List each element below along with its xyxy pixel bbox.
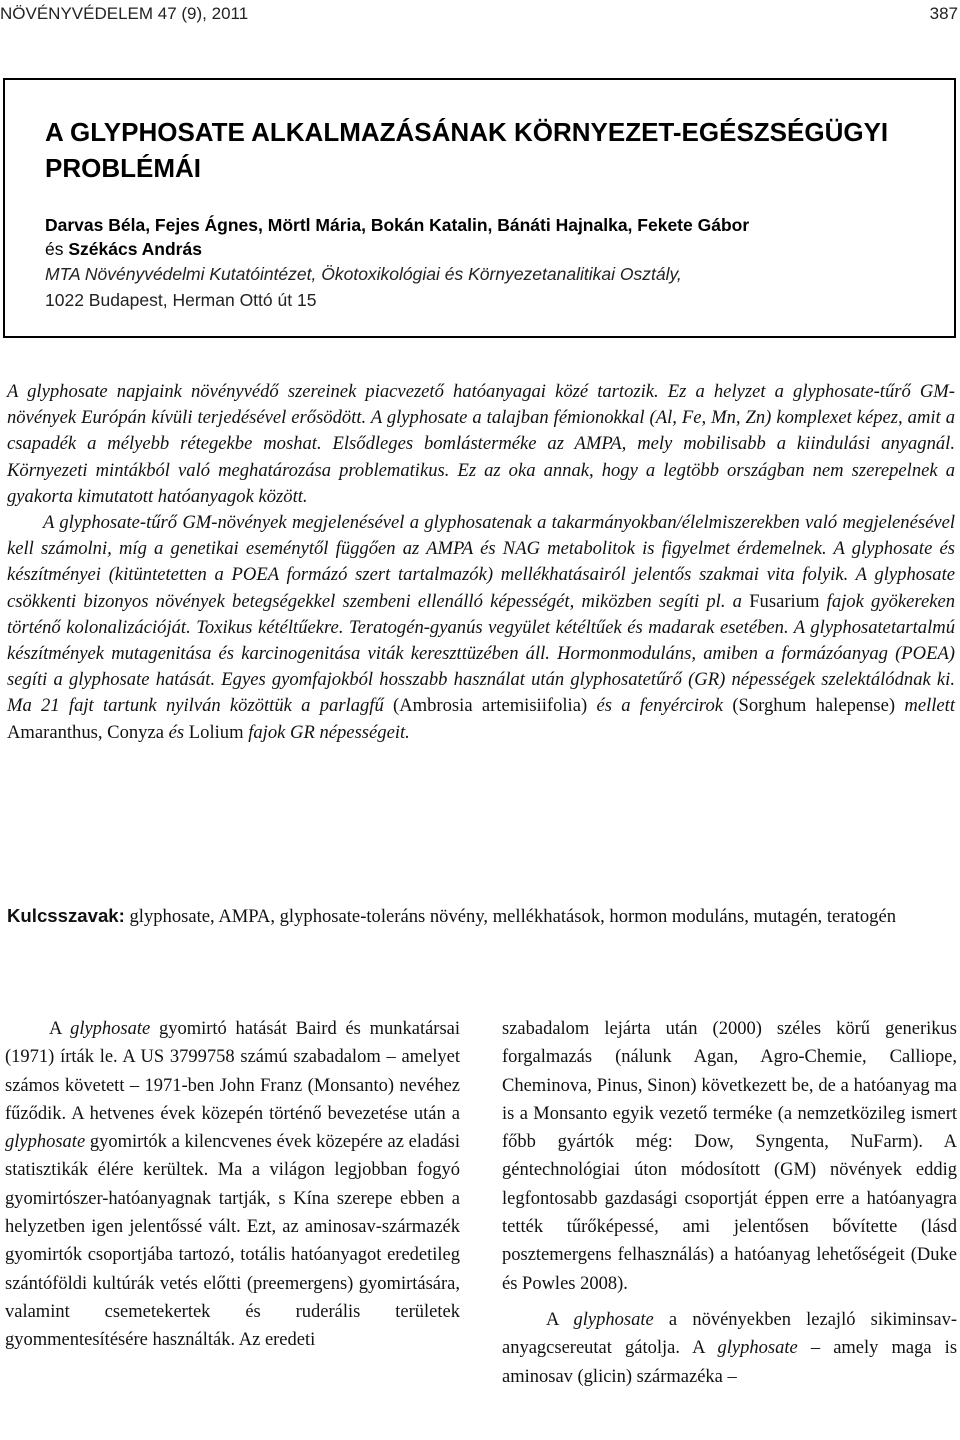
body-text: A <box>49 1019 62 1039</box>
abstract-paragraph-1: A glyphosate napjaink növényvédő szereinek piacvezető hatóanyagai közé tartozik. Ez a helyzet a glyphosate-tűrő GM-növények Európán kívüli terjedésével erősödött. A glyphosate a talajban fémionokkal (Al, Fe, Mn, Zn) komplexet képez, amit a csapadék a mélyebb rétegekbe moshat. Elsődleges bomlásterméke az AMPA, mely mobilisabb a kiindulási anyagnál. Környezeti mintákból való meghatározása problematikus. Ez az oka annak, hogy a legtöbb országban nem szerepelnek a gyakorta kimutatott hatóanyagok között. <box>7 381 955 507</box>
keywords-label: Kulcsszavak: <box>7 905 125 926</box>
glyphosate-term: glyphosate <box>717 1338 798 1359</box>
body-text: A <box>546 1309 559 1330</box>
keywords-text: glyphosate, AMPA, glyphosate-toleráns növény, mellékhatások, hormon moduláns, mutagén, teratogén <box>129 906 896 927</box>
body-column-left <box>5 1015 460 1355</box>
body-paragraph <box>5 1015 460 1355</box>
species-sorghum: (Sorghum halepense) <box>732 695 896 717</box>
species-fusarium: Fusarium <box>749 590 820 612</box>
species-lolium: Lolium <box>188 721 244 743</box>
authors-conjunction: és <box>45 239 64 259</box>
body-paragraph: szabadalom lejárta után (2000) széles körű generikus forgalmazás (nálunk Agan, Agro-Chemie, Calliope, Cheminova, Pinus, Sinon) következett be, de a hatóanyag ma is a Monsanto egyik vezető terméke (a nemzetközileg ismert főbb gyártók még: Dow, Syngenta, NuFarm). A géntechnológiai úton módosított (GM) növények eddig legfontosabb gazdasági csoportját éppen erre a hatóanyagra tették tűrőképessé, ami jelentősen bővítette (lásd posztemergens felhasználás) a hatóanyag lehetőségeit (Duke és Powles 2008). <box>502 1019 957 1294</box>
page-number: 387 <box>929 4 958 23</box>
affiliation-institute: MTA Növényvédelmi Kutatóintézet, Ökotoxikológiai és Környezetanalitikai Osztály, <box>45 264 682 284</box>
author-list <box>45 213 925 261</box>
article-title: A GLYPHOSATE ALKALMAZÁSÁNAK KÖRNYEZET-EGÉSZSÉGÜGYI PROBLÉMÁI <box>45 117 889 183</box>
abstract-text: fajok gyökereken történő kolonalizációját. Toxikus kétéltűekre. Teratogén-gyanús vegyület kétéltűek és madarak esetében. A glyphosatetartalmú készítmények mutagenitása és karcinogenitása viták kereszttüzében áll. Hormonmoduláns, amiben a formázóanyag (POEA) segíti a glyphosate hatását. Egyes gyomfajokból hosszabb használat után glyphosatetűrő (GR) népességek szelektálódnak ki. Ma 21 fajt tartunk nyilván közöttük a parlagfű <box>7 590 956 717</box>
keywords <box>7 902 955 930</box>
body-text: – amely maga is aminosav (glicin) származéka – <box>502 1338 958 1387</box>
species-genera: Amaranthus, Conyza <box>7 721 164 743</box>
glyphosate-term: glyphosate <box>5 1132 86 1153</box>
abstract <box>7 379 955 746</box>
abstract-paragraph-2 <box>7 510 955 746</box>
abstract-text: fajok GR népességeit. <box>248 721 410 743</box>
body-paragraph <box>502 1306 957 1391</box>
authors-main: Darvas Béla, Fejes Ágnes, Mörtl Mária, Bokán Katalin, Bánáti Hajnalka, Fekete Gábor <box>45 215 750 235</box>
affiliation-address: 1022 Budapest, Herman Ottó út 15 <box>45 290 317 310</box>
body-text: gyomirtó hatását Baird és munkatársai (1971) írták le. A US 3799758 számú szabadalom – amelyet számos követett – 1971-ben John Franz (Monsanto) nevéhez fűződik. A hetvenes évek közepén történő bevezetése után a <box>5 1019 461 1124</box>
body-text: a növényekben lezajló sikiminsav-anyagcsereutat gátolja. A <box>502 1309 957 1359</box>
authors-last: Székács András <box>68 239 202 259</box>
species-ambrosia: (Ambrosia artemisiifolia) <box>393 695 588 717</box>
running-header <box>0 4 960 26</box>
abstract-text: és <box>168 721 185 743</box>
abstract-text: mellett <box>904 695 955 717</box>
abstract-text: és a fenyércirok <box>596 695 724 717</box>
journal-citation: NÖVÉNYVÉDELEM 47 (9), 2011 <box>0 4 249 23</box>
title-box <box>3 78 956 338</box>
glyphosate-term: glyphosate <box>70 1019 151 1039</box>
body-text: gyomirtók a kilencvenes évek közepére az eladási statisztikák élére kerültek. Ma a világon legjobban fogyó gyomirtószer-hatóanyagnak tartják, s Kína szerepe ebben a helyzetben igen jelentőssé vált. Ezt, az aminosav-származék gyomirtók csoportjába tartozó, totális hatóanyagot eredetileg szántóföldi kultúrák vetés előtti (preemergens) gyomirtására, valamint csemetekertek és ruderális területek gyommentesítésére használták. Az eredeti <box>5 1132 460 1351</box>
abstract-text: A glyphosate-tűrő GM-növények megjelenésével a glyphosatenak a takarmányokban/élelmiszerekben való megjelenésével kell számolni, míg a genetikai eseménytől függően az AMPA és NAG metabolitok is figyelmet érdemelnek. A glyphosate és készítményei (kitüntetetten a POEA formázó szert tartalmazók) mellékhatásairól jelentős szakmai vita folyik. A glyphosate csökkenti bizonyos növények betegségekkel szembeni ellenálló képességét, miközben segíti pl. a <box>7 512 955 612</box>
body-column-right <box>502 1015 957 1391</box>
glyphosate-term: glyphosate <box>573 1309 654 1330</box>
affiliation <box>45 261 925 313</box>
